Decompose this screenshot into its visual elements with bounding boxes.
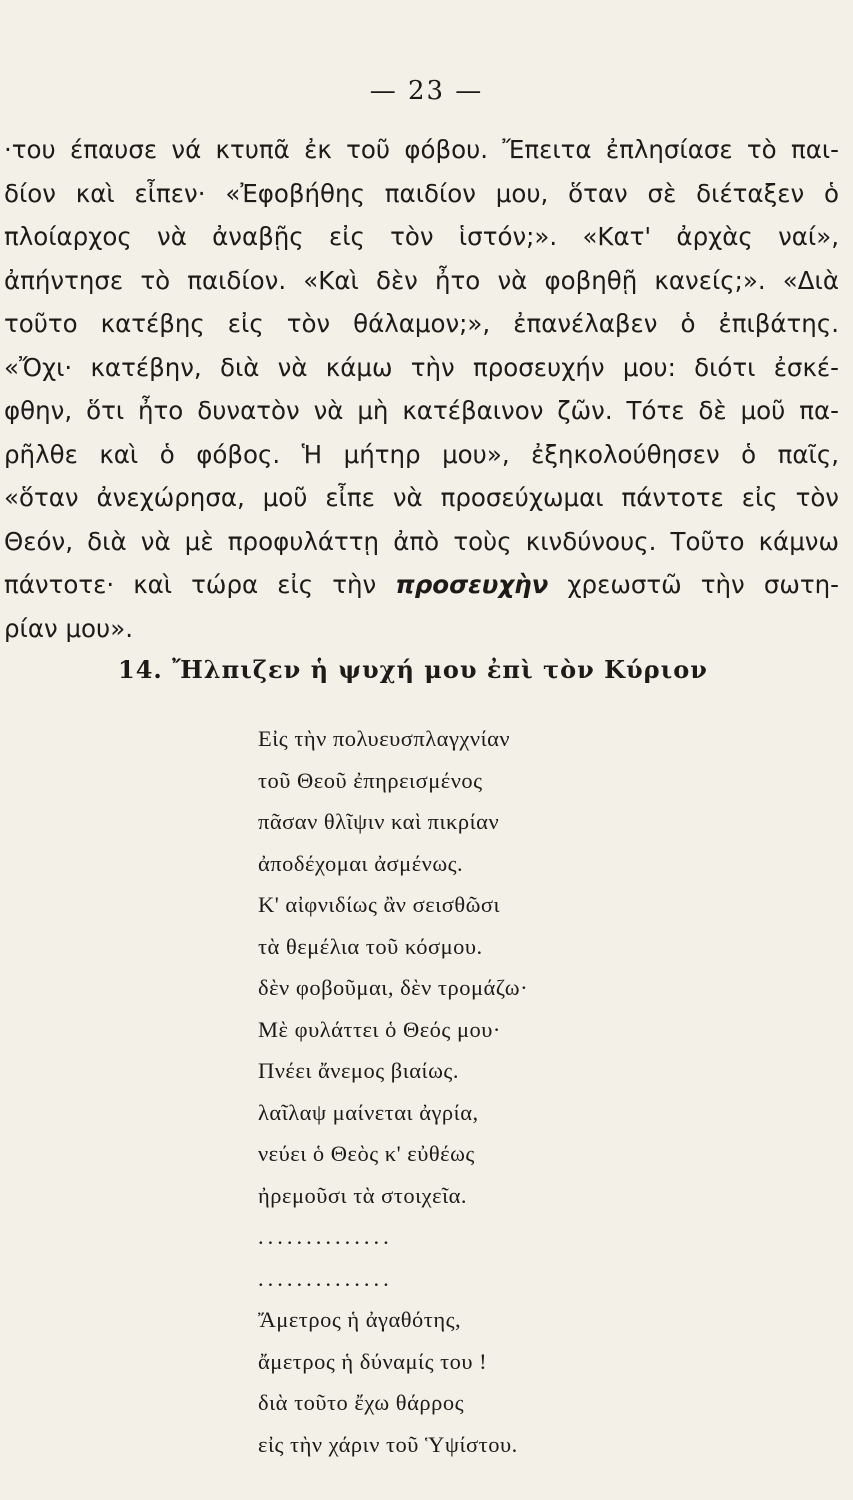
poem-line: τοῦ Θεοῦ ἐπηρεισμένος — [258, 767, 483, 793]
poem-line: Κ' αἰφνιδίως ἂν σεισθῶσι — [258, 892, 501, 917]
prose-paragraph — [4, 128, 839, 650]
section-heading: 14. Ἤλπιζεν ἡ ψυχή μου ἐπὶ τὸν Κύριον — [118, 655, 708, 684]
poem — [258, 718, 678, 1465]
prose-line-start: πάντοτε· καὶ τώρα εἰς τὴν — [4, 570, 377, 599]
poem-line: διὰ τοῦτο ἔχω θάρρος — [258, 1390, 464, 1415]
poem-line: λαῖλαψ μαίνεται ἀγρία, — [258, 1099, 479, 1125]
poem-line: πᾶσαν θλῖψιν καὶ πικρίαν — [258, 809, 500, 834]
prose-line: ρῆλθε καὶ ὁ φόβος. Ἡ μήτηρ μου», ἐξηκολούθησεν ὁ παῖς, — [4, 439, 839, 469]
prose-line: ·του έπαυσε νά κτυπᾶ ἐκ τοῦ φόβου. Ἔπειτα ἐπλησίασε τὸ παι- — [4, 135, 839, 164]
poem-line: εἰς τὴν χάριν τοῦ Ὑψίστου. — [258, 1431, 518, 1457]
prose-line-with-emphasis — [4, 563, 839, 607]
prose-line: ἀπήντησε τὸ παιδίον. «Καὶ δὲν ἦτο νὰ φοβηθῇ κανείς;». «Διὰ — [4, 265, 839, 295]
prose-line: τοῦτο κατέβης εἰς τὸν θάλαμον;», ἐπανέλαβεν ὁ ἐπιβάτης. — [4, 309, 839, 338]
poem-line: Πνέει ἄνεμος βιαίως. — [258, 1058, 459, 1083]
poem-line: νεύει ὁ Θεὸς κ' εὐθέως — [258, 1141, 475, 1166]
prose-line: δίον καὶ εἶπεν· «Ἐφοβήθης παιδίον μου, ὅταν σὲ διέταξεν ὁ — [4, 178, 839, 208]
page-number: — 23 — — [369, 76, 484, 106]
prose-line-end: χρεωστῶ τὴν σωτη- — [567, 570, 839, 599]
prose-line: φθην, ὅτι ἦτο δυνατὸν νὰ μὴ κατέβαινον ζῶν. Τότε δὲ μοῦ πα- — [4, 396, 839, 425]
prose-line: «Ὄχι· κατέβην, διὰ νὰ κάμω τὴν προσευχήν μου: διότι ἐσκέ- — [4, 352, 839, 382]
poem-line: Ἄμετρος ἡ ἀγαθότης, — [258, 1307, 462, 1332]
emphasized-word: προσευχὴν — [395, 570, 549, 599]
poem-line: Μὲ φυλάττει ὁ Θεός μου· — [258, 1016, 501, 1042]
poem-line: ἠρεμοῦσι τὰ στοιχεῖα. — [258, 1182, 468, 1208]
prose-line: πλοίαρχος νὰ ἀναβῇς εἰς τὸν ἱστόν;». «Κατ' ἀρχὰς ναί», — [4, 222, 839, 251]
poem-line: ἄμετρος ἡ δύναμίς του ! — [258, 1348, 488, 1374]
prose-line: «ὅταν ἀνεχώρησα, μοῦ εἶπε νὰ προσεύχωμαι πάντοτε εἰς τὸν — [4, 483, 839, 512]
poem-line: δὲν φοβοῦμαι, δὲν τρομάζω· — [258, 975, 529, 1000]
poem-line: τὰ θεμέλια τοῦ κόσμου. — [258, 933, 483, 959]
ellipsis-divider: .............. — [258, 1224, 393, 1249]
ellipsis-divider: .............. — [258, 1265, 393, 1291]
poem-line: ἀποδέχομαι ἀσμένως. — [258, 850, 464, 876]
prose-line: ρίαν μου». — [4, 613, 133, 643]
prose-line: Θεόν, διὰ νὰ μὲ προφυλάττῃ ἀπὸ τοὺς κινδύνους. Τοῦτο κάμνω — [4, 526, 839, 556]
poem-line: Εἰς τὴν πολυευσπλαγχνίαν — [258, 726, 511, 751]
